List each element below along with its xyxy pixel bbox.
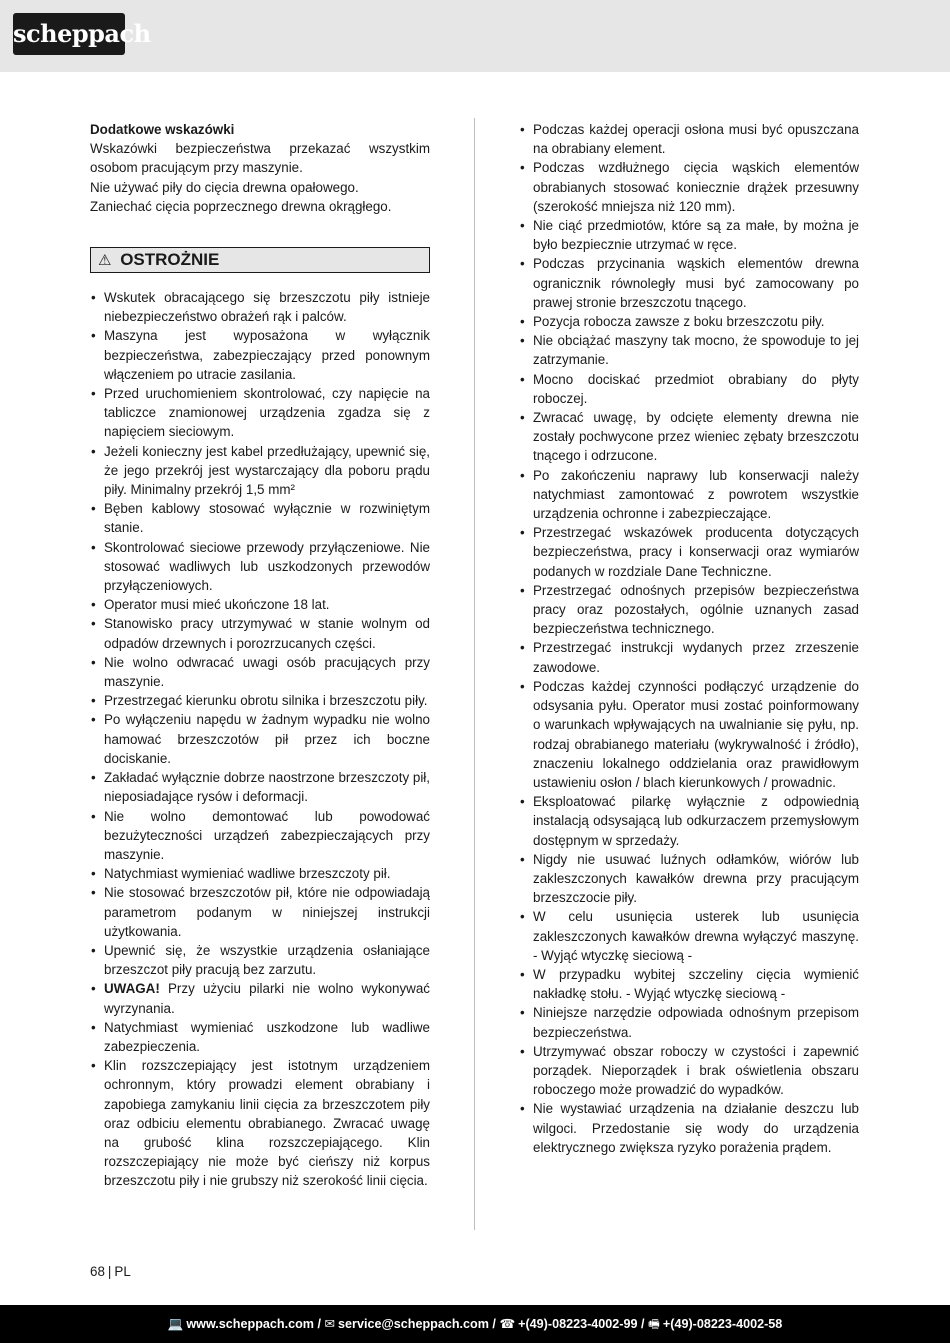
list-item: • Eksploatować pilarkę wyłącznie z odpowiednią instalacją odsysającą lub odkurzaczem przemysłowym dostępnym w sprzedaży. (519, 792, 859, 850)
list-item: • Mocno dociskać przedmiot obrabiany do płyty roboczej. (519, 370, 859, 408)
footer-website-link[interactable]: www.scheppach.com (186, 1317, 314, 1331)
list-item: • Pozycja robocza zawsze z boku brzeszczotu piły. (519, 312, 859, 331)
list-item: • Natychmiast wymieniać uszkodzone lub wadliwe zabezpieczenia. (90, 1018, 430, 1056)
list-item: • Podczas każdej operacji osłona musi być opuszczana na obrabiany element. (519, 120, 859, 158)
caution-heading (90, 247, 430, 273)
list-item: • Podczas przycinania wąskich elementów drewna ogranicznik równoległy musi być zamocowany po prawej stronie brzeszczotu tnącego. (519, 254, 859, 312)
list-item: • Skontrolować sieciowe przewody przyłączeniowe. Nie stosować wadliwych lub uszkodzonych przewodów przyłączeniowych. (90, 538, 430, 596)
footer-separator: / (313, 1317, 325, 1331)
list-item: • Upewnić się, że wszystkie urządzenia osłaniające brzeszczot piły pracują bez zarzutu. (90, 941, 430, 979)
list-item: • Operator musi mieć ukończone 18 lat. (90, 595, 430, 614)
intro-line: Wskazówki bezpieczeństwa przekazać wszystkim osobom pracującym przy maszynie. (90, 141, 430, 176)
footer-email-link[interactable]: service@scheppach.com (338, 1317, 489, 1331)
list-item: • Przestrzegać wskazówek producenta dotyczących bezpieczeństwa, pracy i konserwacji oraz wymiarów podanych w rozdziale Dane Techniczne. (519, 523, 859, 581)
list-item-uwaga (90, 979, 430, 1017)
list-item: • Wskutek obracającego się brzeszczotu piły istnieje niebezpieczeństwo obrażeń rąk i palców. (90, 288, 430, 326)
warning-triangle-icon: ⚠ (98, 252, 112, 270)
intro-line: Zaniechać cięcia poprzecznego drewna okrągłego. (90, 198, 392, 214)
list-item: • W celu usunięcia usterek lub usunięcia zakleszczonych kawałków drewna wyłączyć maszynę. - Wyjąć wtyczkę sieciową - (519, 907, 859, 965)
caution-label: OSTROŻNIE (120, 250, 220, 270)
page-number (90, 1264, 131, 1279)
right-column (519, 120, 859, 1157)
list-item: • Jeżeli konieczny jest kabel przedłużający, upewnić się, że jego przekrój jest wystarczający dla poboru prądu piły. Minimalny przekrój 1,5 mm² (90, 442, 430, 500)
list-item: • Podczas wzdłużnego cięcia wąskich elementów obrabianych stosować koniecznie drążek przesuwny (szerokość mniejsza niż 120 mm). (519, 158, 859, 216)
section-title: Dodatkowe wskazówki (90, 122, 235, 137)
list-item: • Maszyna jest wyposażona w wyłącznik bezpieczeństwa, zabezpieczający przed ponownym włączeniem po utracie zasilania. (90, 326, 430, 384)
list-item: • Po wyłączeniu napędu w żadnym wypadku nie wolno hamować brzeszczotów pił przez ich boczne dociskanie. (90, 710, 430, 768)
list-item: • W przypadku wybitej szczeliny cięcia wymienić nakładkę stołu. - Wyjąć wtyczkę sieciową - (519, 965, 859, 1003)
list-item: • Nie wystawiać urządzenia na działanie deszczu lub wilgoci. Przedostanie się wody do urządzenia elektrycznego zwiększa ryzyko porażenia prądem. (519, 1099, 859, 1157)
list-item: • Klin rozszczepiający jest istotnym urządzeniem ochronnym, który prowadzi element obrabiany i zapobiega zamykaniu linii cięcia za brzeszczotem piły oraz odbiciu elementu obrabianego. Zwracać uwagę na grubość klina rozszczepiającego. Klin rozszczepiający nie może być cieńszy niż korpus brzeszczotu piły i nie grubszy niż szerokość linii cięcia. (90, 1056, 430, 1190)
fax-icon: 🖷 (648, 1317, 660, 1331)
footer-separator: / (637, 1317, 649, 1331)
list-item: • Nie ciąć przedmiotów, które są za małe, by można je było bezpiecznie utrzymać w ręce. (519, 216, 859, 254)
list-item: • Zwracać uwagę, by odcięte elementy drewna nie zostały pochwycone przez wieniec zębaty brzeszczotu tnącego i odrzucone. (519, 408, 859, 466)
list-item: • Nie wolno odwracać uwagi osób pracujących przy maszynie. (90, 653, 430, 691)
list-item: • Utrzymywać obszar roboczy w czystości i zapewnić porządek. Nieporządek i brak oświetlenia obszaru roboczego może prowadzić do wypadków. (519, 1042, 859, 1100)
list-item: • Nie stosować brzeszczotów pił, które nie odpowiadają parametrom podanym w niniejszej instrukcji użytkowania. (90, 883, 430, 941)
list-item: • Natychmiast wymieniać wadliwe brzeszczoty pił. (90, 864, 430, 883)
list-item: • Przestrzegać kierunku obrotu silnika i brzeszczotu piły. (90, 691, 430, 710)
list-item: • Niniejsze narzędzie odpowiada odnośnym przepisom bezpieczeństwa. (519, 1003, 859, 1041)
list-item: • Nie wolno demontować lub powodować bezużyteczności urządzeń zabezpieczających przy maszynie. (90, 807, 430, 865)
uwaga-label: UWAGA! (104, 981, 160, 997)
page-number-value: 68 (90, 1264, 105, 1279)
phone-icon: ☎ (499, 1317, 516, 1331)
list-item: • Podczas każdej czynności podłączyć urządzenie do odsysania pyłu. Operator musi zostać poinformowany o warunkach wpływających na uwalnianie się pyłu, np. rodzaj obrabianego materiału (wykrywalność i źródło), znaczeniu lokalnego oddzielania oraz prawidłowym ustawieniu osłon / blach kierunkowych / prowadnic. (519, 677, 859, 792)
scheppach-logo: scheppach (13, 13, 125, 55)
left-column (90, 120, 430, 1191)
envelope-icon: ✉ (324, 1317, 336, 1331)
intro-line: Nie używać piły do cięcia drewna opałowego. (90, 179, 359, 195)
column-divider (474, 118, 475, 1230)
list-item: • Stanowisko pracy utrzymywać w stanie wolnym od odpadów drzewnych i porozrzucanych części. (90, 614, 430, 652)
page-separator: | (107, 1264, 112, 1279)
footer-separator: / (488, 1317, 500, 1331)
footer-fax: +(49)-08223-4002-58 (662, 1317, 783, 1331)
list-item: • Przed uruchomieniem skontrolować, czy napięcie na tabliczce znamionowej urządzenia zgadza się z napięciem sieciowym. (90, 384, 430, 442)
list-item: • Zakładać wyłącznie dobrze naostrzone brzeszczoty pił, nieposiadające rysów i deformacji. (90, 768, 430, 806)
computer-icon: 💻 (167, 1317, 184, 1331)
list-item: • Przestrzegać odnośnych przepisów bezpieczeństwa pracy oraz pozostałych, ogólnie uznanych zasad bezpieczeństwa technicznego. (519, 581, 859, 639)
uwaga-text: Przy użyciu pilarki nie wolno wykonywać wyrzynania. (104, 981, 430, 1016)
list-item: • Nie obciążać maszyny tak mocno, że spowoduje to jej zatrzymanie. (519, 331, 859, 369)
list-item: • Bęben kablowy stosować wyłącznie w rozwiniętym stanie. (90, 499, 430, 537)
safety-list (519, 120, 859, 1157)
list-item: • Przestrzegać instrukcji wydanych przez zrzeszenie zawodowe. (519, 638, 859, 676)
caution-list (90, 288, 430, 1191)
list-item: • Po zakończeniu naprawy lub konserwacji należy natychmiast zamontować z powrotem wszystkie urządzenia ochronne i zabezpieczające. (519, 466, 859, 524)
list-item: • Nigdy nie usuwać luźnych odłamków, wiórów lub zakleszczonych kawałków drewna przy pracującym brzeszczocie piły. (519, 850, 859, 908)
footer-phone: +(49)-08223-4002-99 (518, 1317, 638, 1331)
page-language: PL (114, 1264, 131, 1279)
header-band (0, 0, 950, 72)
footer-contact-bar (0, 1305, 950, 1343)
